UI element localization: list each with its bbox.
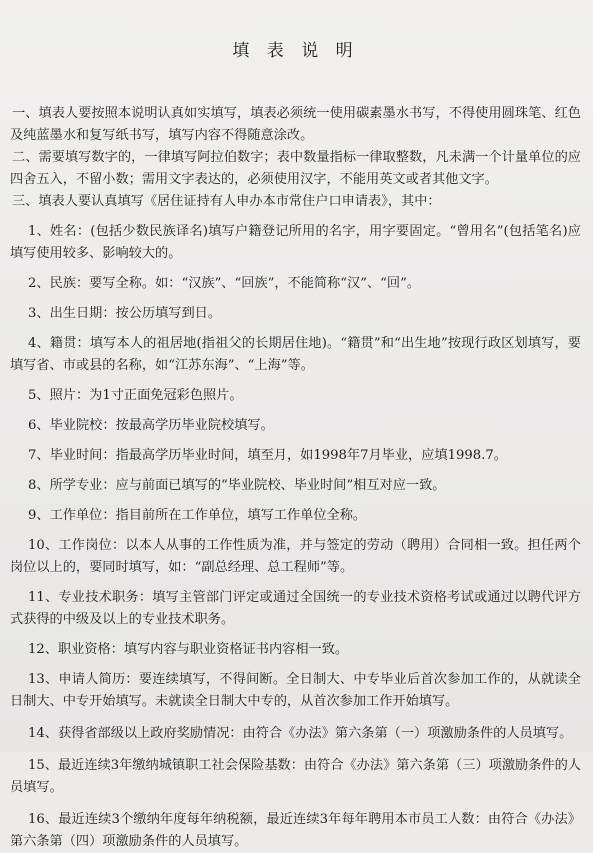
document-title: 填 表 说 明 bbox=[232, 41, 359, 61]
item-5-photo: 5、照片：为1寸正面免冠彩色照片。 bbox=[28, 388, 243, 403]
item-11-technical-title: 11、专业技术职务：填写主管部门评定或通过全国统一的专业技术资格考试或通过以聘代评方式获得的中级及以上的专业技术职务。 bbox=[10, 590, 581, 627]
item-13-resume: 13、申请人简历：要连续填写，不得间断。全日制大、中专毕业后首次参加工作的，从就读全日制大、中专开始填写。未就读全日制大中专的，从首次参加工作开始填写。 bbox=[10, 672, 581, 709]
item-6-school: 6、毕业院校：按最高学历毕业院校填写。 bbox=[28, 418, 274, 433]
item-3-birth-date: 3、出生日期：按公历填写到日。 bbox=[28, 306, 222, 321]
item-7-graduation-time: 7、毕业时间：指最高学历毕业时间，填至月，如1998年7月毕业，应填1998.7。 bbox=[28, 448, 507, 463]
item-4-native-place: 4、籍贯：填写本人的祖居地(指祖父的长期居住地)。“籍贯”和“出生地”按现行政区划填写，要填写省、市或县的名称，如“江苏东海”、“上海”等。 bbox=[10, 336, 581, 373]
item-10-position: 10、工作岗位：以本人从事的工作性质为准，并与签定的劳动（聘用）合同相一致。担任两个岗位以上的，要同时填写，如：“副总经理、总工程师”等。 bbox=[10, 538, 581, 575]
item-15-social-insurance: 15、最近连续3年缴纳城镇职工社会保险基数：由符合《办法》第六条第（三）项激励条件的人员填写。 bbox=[10, 758, 581, 795]
item-16-tax-employees: 16、最近连续3个缴纳年度每年纳税额，最近连续3年每年聘用本市员工人数：由符合《办法》第六条第（四）项激励条件的人员填写。 bbox=[10, 812, 581, 849]
section-2: 二、需要填写数字的，一律填写阿拉伯数字；表中数量指标一律取整数，凡未满一个计量单位的应四舍五入，不留小数；需用文字表达的，必须使用汉字，不能用英文或者其他文字。 bbox=[10, 150, 581, 187]
item-9-employer: 9、工作单位：指目前所在工作单位，填写工作单位全称。 bbox=[28, 508, 367, 523]
section-3: 三、填表人要认真填写《居住证持有人申办本市常住户口申请表》，其中： bbox=[12, 194, 441, 209]
section-1: 一、填表人要按照本说明认真如实填写，填表必须统一使用碳素墨水书写，不得使用圆珠笔、红色及纯蓝墨水和复写纸书写，填写内容不得随意涂改。 bbox=[10, 106, 581, 143]
item-12-qualification: 12、职业资格：填写内容与职业资格证书内容相一致。 bbox=[28, 642, 349, 657]
item-8-major: 8、所学专业：应与前面已填写的“毕业院校、毕业时间”相互对应一致。 bbox=[28, 478, 446, 493]
item-2-ethnicity: 2、民族：要写全称。如：“汉族”、“回族”，不能简称“汉”、“回”。 bbox=[28, 276, 421, 291]
item-1-name: 1、姓名：(包括少数民族译名)填写户籍登记所用的名字，用字要固定。“曾用名”(包括笔名)应填写使用较多、影响较大的。 bbox=[10, 224, 581, 261]
item-14-awards: 14、获得省部级以上政府奖励情况：由符合《办法》第六条第（一）项激励条件的人员填写。 bbox=[28, 726, 573, 741]
